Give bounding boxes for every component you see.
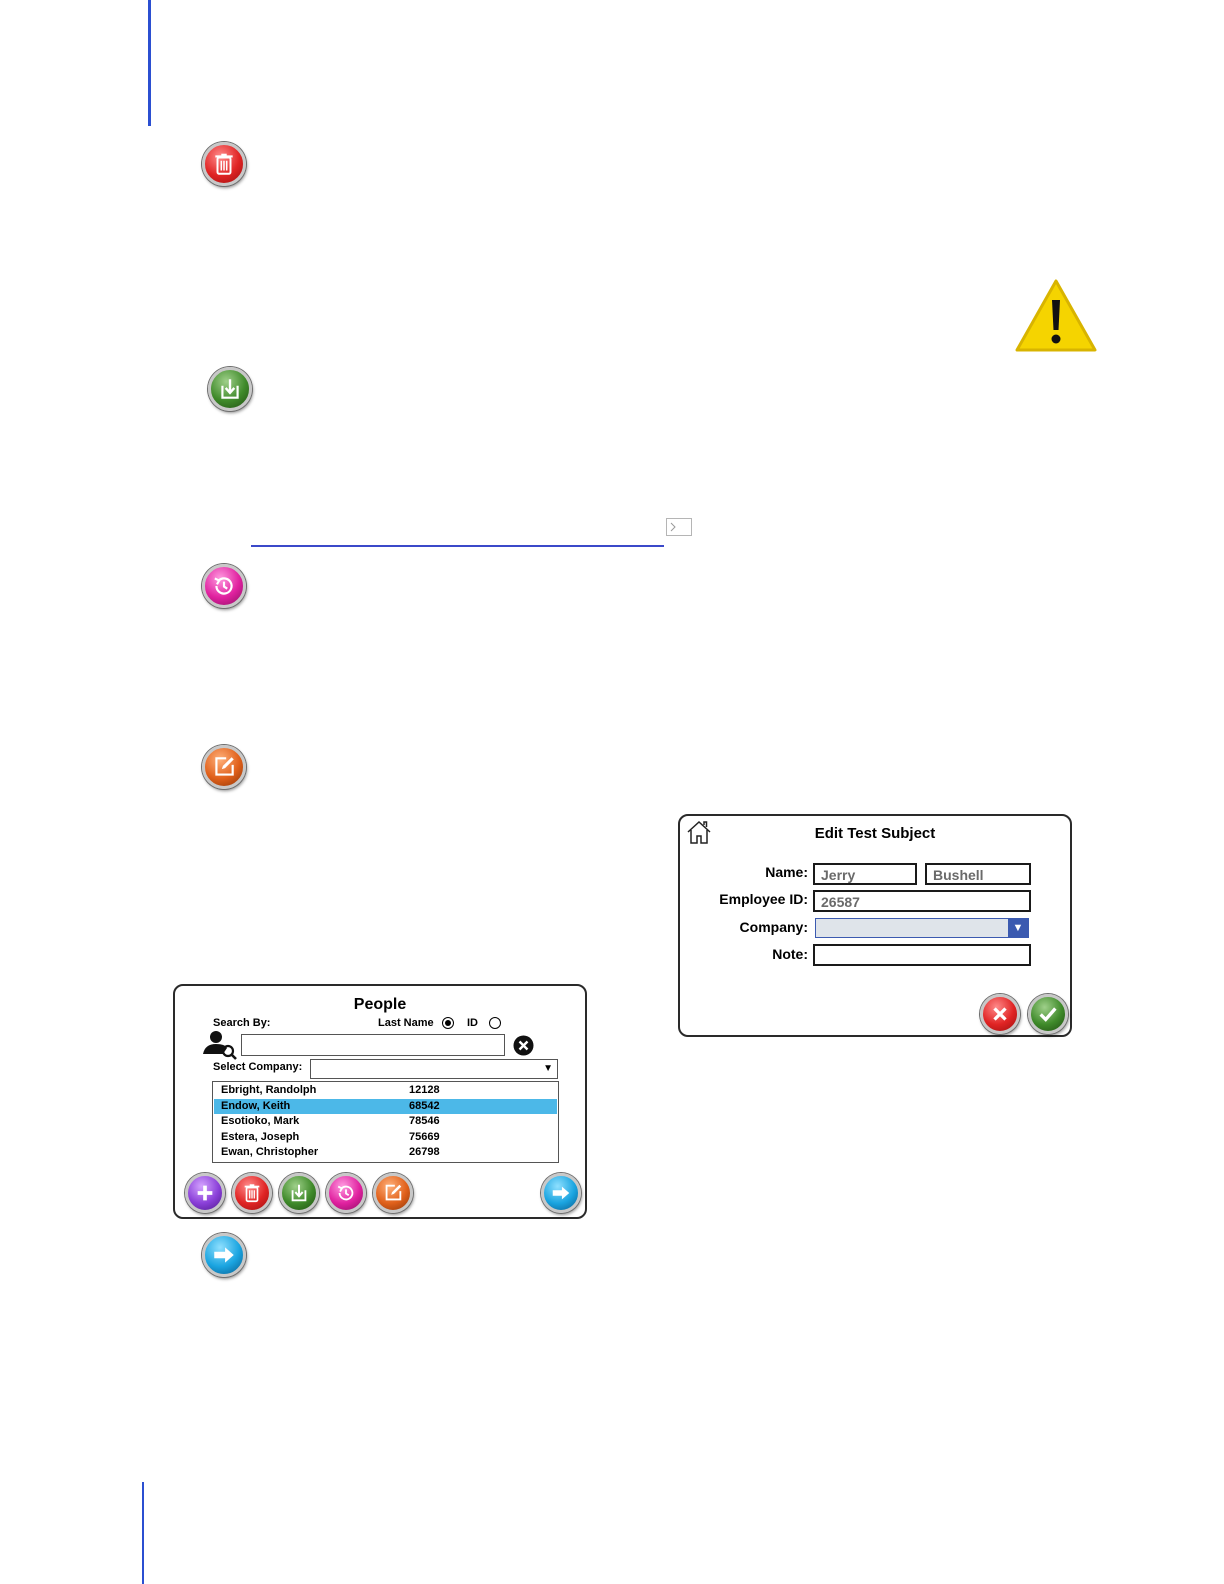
warning-icon (1014, 278, 1098, 354)
list-item[interactable] (214, 1083, 557, 1098)
import-person-button[interactable] (279, 1173, 319, 1213)
person-name: Ewan, Christopher (221, 1146, 319, 1158)
next-button[interactable] (202, 1233, 246, 1277)
edit-test-subject-panel (678, 814, 1072, 1037)
history-person-button[interactable] (326, 1173, 366, 1213)
list-item[interactable] (214, 1145, 557, 1160)
trash-icon (211, 151, 237, 177)
note-field[interactable] (813, 944, 1031, 966)
radio-last-name[interactable] (442, 1017, 454, 1029)
person-id: 12128 (409, 1084, 440, 1096)
link-underline[interactable] (251, 545, 664, 547)
employee-id-label: Employee ID: (719, 891, 808, 907)
note-label: Note: (772, 946, 808, 962)
plus-icon (194, 1182, 216, 1204)
edit-icon (382, 1182, 404, 1204)
next-person-button[interactable] (541, 1173, 581, 1213)
download-icon (217, 376, 243, 402)
import-button[interactable] (208, 367, 252, 411)
edit-person-button[interactable] (373, 1173, 413, 1213)
chevron-down-icon: ▼ (543, 1063, 553, 1074)
arrow-right-icon (550, 1182, 572, 1204)
person-name: Esotioko, Mark (221, 1115, 300, 1127)
person-id: 26798 (409, 1146, 440, 1158)
margin-rule-top (148, 0, 151, 126)
employee-id-field[interactable]: 26587 (813, 890, 1031, 912)
download-icon (288, 1182, 310, 1204)
person-name: Estera, Joseph (221, 1130, 300, 1143)
search-by-label: Search By: (213, 1017, 271, 1029)
cancel-button[interactable] (980, 994, 1020, 1034)
person-id: 78546 (409, 1115, 440, 1127)
edit-button[interactable] (202, 745, 246, 789)
person-id: 75669 (409, 1130, 440, 1143)
person-name: Endow, Keith (221, 1099, 291, 1112)
chevron-down-icon: ▼ (1008, 919, 1028, 937)
add-person-button[interactable] (185, 1173, 225, 1213)
people-list[interactable] (212, 1081, 559, 1163)
company-dropdown[interactable] (815, 918, 1029, 938)
link-target-box[interactable] (666, 518, 692, 536)
delete-person-button[interactable] (232, 1173, 272, 1213)
first-name-field[interactable]: Jerry (813, 863, 917, 885)
x-icon (989, 1003, 1011, 1025)
list-item[interactable] (214, 1114, 557, 1129)
person-search-icon (201, 1030, 239, 1060)
person-name: Ebright, Randolph (221, 1084, 317, 1096)
person-id: 68542 (409, 1099, 440, 1112)
margin-rule-bottom (142, 1482, 144, 1584)
arrow-right-icon (211, 1242, 237, 1268)
people-title: People (353, 996, 407, 1013)
check-icon (1037, 1003, 1059, 1025)
history-button[interactable] (202, 564, 246, 608)
link-arrow-icon (667, 519, 691, 535)
edit-icon (211, 754, 237, 780)
company-label: Company: (739, 919, 808, 935)
list-item-selected[interactable] (214, 1099, 557, 1114)
history-icon (335, 1182, 357, 1204)
history-icon (211, 573, 237, 599)
confirm-button[interactable] (1028, 994, 1068, 1034)
trash-icon (241, 1182, 263, 1204)
list-item[interactable] (214, 1130, 557, 1145)
select-company-dropdown[interactable] (310, 1059, 558, 1079)
select-company-label: Select Company: (213, 1061, 303, 1073)
last-name-field[interactable]: Bushell (925, 863, 1031, 885)
radio-id-label: ID (467, 1017, 478, 1029)
name-label: Name: (765, 864, 808, 880)
clear-circle-icon[interactable] (513, 1035, 534, 1056)
delete-button[interactable] (202, 142, 246, 186)
people-panel (173, 984, 587, 1219)
edit-panel-title: Edit Test Subject (814, 825, 936, 842)
radio-last-name-label: Last Name (378, 1017, 434, 1029)
radio-id[interactable] (489, 1017, 501, 1029)
search-input[interactable] (241, 1034, 505, 1056)
